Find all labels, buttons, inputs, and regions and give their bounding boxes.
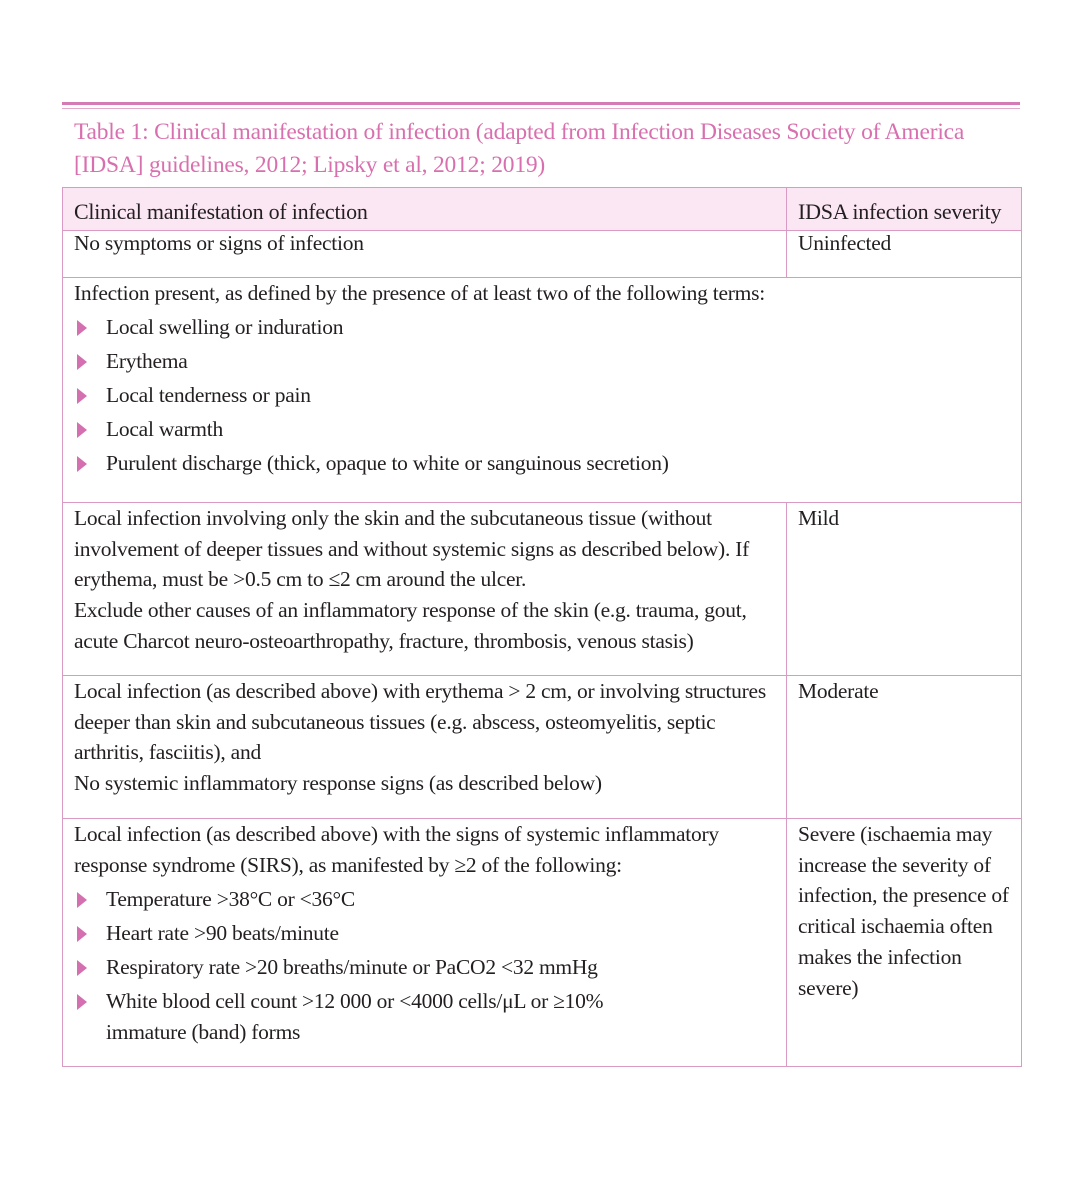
list-item-text: Local warmth	[106, 417, 223, 442]
list-item-text: Temperature >38°C or <36°C	[106, 886, 355, 911]
cell-moderate-severity	[787, 676, 1022, 819]
severity-moderate: Moderate	[798, 679, 879, 703]
list-item	[74, 414, 1011, 445]
infection-severity-table	[62, 187, 1022, 1067]
list-item	[74, 448, 1011, 479]
header-manifestation: Clinical manifestation of infection	[63, 188, 787, 231]
list-item	[74, 918, 776, 949]
mild-paragraph-1: Local infection involving only the skin and the subcutaneous tissue (without involvement of deeper tissues and without systemic signs as described below). If erythema, must be >0.5 cm to ≤2 cm around the ulcer.	[74, 506, 750, 592]
cell-infection-present	[63, 278, 1022, 503]
list-item	[74, 986, 776, 1047]
cell-severe-manifestation	[63, 819, 787, 1067]
severe-intro: Local infection (as described above) with the signs of systemic inflammatory response syndrome (SIRS), as manifested by ≥2 of the following:	[74, 822, 719, 877]
mild-paragraph-2: Exclude other causes of an inflammatory response of the skin (e.g. trauma, gout, acute Charcot neuro-osteoarthropathy, fracture, thrombosis, venous stasis)	[74, 598, 747, 653]
triangle-bullet-icon	[77, 354, 87, 370]
triangle-bullet-icon	[77, 388, 87, 404]
list-item-text: White blood cell count >12 000 or <4000 cells/μL or ≥10% immature (band) forms	[106, 989, 604, 1044]
triangle-bullet-icon	[77, 422, 87, 438]
triangle-bullet-icon	[77, 994, 87, 1010]
list-item-text: Purulent discharge (thick, opaque to white or sanguinous secretion)	[106, 451, 669, 476]
cell-severe-severity	[787, 819, 1022, 1067]
list-item-text: Erythema	[106, 349, 188, 374]
cell-uninfected-manifestation: No symptoms or signs of infection	[63, 231, 787, 278]
triangle-bullet-icon	[77, 320, 87, 336]
cell-uninfected-severity: Uninfected	[787, 231, 1022, 278]
infection-present-list	[74, 312, 1011, 479]
top-rule-thick	[62, 102, 1020, 105]
triangle-bullet-icon	[77, 926, 87, 942]
cell-mild-severity	[787, 503, 1022, 676]
cell-moderate-manifestation	[63, 676, 787, 819]
severity-mild: Mild	[798, 506, 839, 530]
header-severity: IDSA infection severity	[787, 188, 1022, 231]
triangle-bullet-icon	[77, 456, 87, 472]
table-header-row	[63, 188, 1022, 231]
list-item-text: Respiratory rate >20 breaths/minute or PaCO2 <32 mmHg	[106, 954, 598, 979]
table-row-uninfected	[63, 231, 1022, 278]
list-item	[74, 346, 1011, 377]
table-caption: Table 1: Clinical manifestation of infection (adapted from Infection Diseases Society of America [IDSA] guidelines, 2012; Lipsky et al, 2012; 2019)	[74, 119, 965, 178]
top-rule-thin	[62, 108, 1020, 109]
list-item	[74, 312, 1011, 343]
list-item	[74, 952, 776, 983]
list-item-text: Heart rate >90 beats/minute	[106, 920, 339, 945]
list-item-text: Local tenderness or pain	[106, 383, 311, 408]
list-item	[74, 380, 1011, 411]
triangle-bullet-icon	[77, 892, 87, 908]
severity-severe: Severe (ischaemia may increase the severity of infection, the presence of critical ischaemia often makes the infection severe)	[798, 822, 1009, 1000]
triangle-bullet-icon	[77, 960, 87, 976]
cell-mild-manifestation	[63, 503, 787, 676]
table-row-severe	[63, 819, 1022, 1067]
list-item-text: Local swelling or induration	[106, 315, 344, 340]
table-row-infection-present	[63, 278, 1022, 503]
moderate-paragraph-1: Local infection (as described above) with erythema > 2 cm, or involving structures deeper than skin and subcutaneous tissues (e.g. abscess, osteomyelitis, septic arthritis, fasciitis), and	[74, 679, 766, 765]
table-row-moderate	[63, 676, 1022, 819]
moderate-paragraph-2: No systemic inflammatory response signs (as described below)	[74, 771, 602, 796]
table-row-mild	[63, 503, 1022, 676]
infection-present-intro: Infection present, as defined by the presence of at least two of the following terms:	[74, 281, 766, 305]
list-item	[74, 884, 776, 915]
sirs-criteria-list	[74, 884, 776, 1048]
